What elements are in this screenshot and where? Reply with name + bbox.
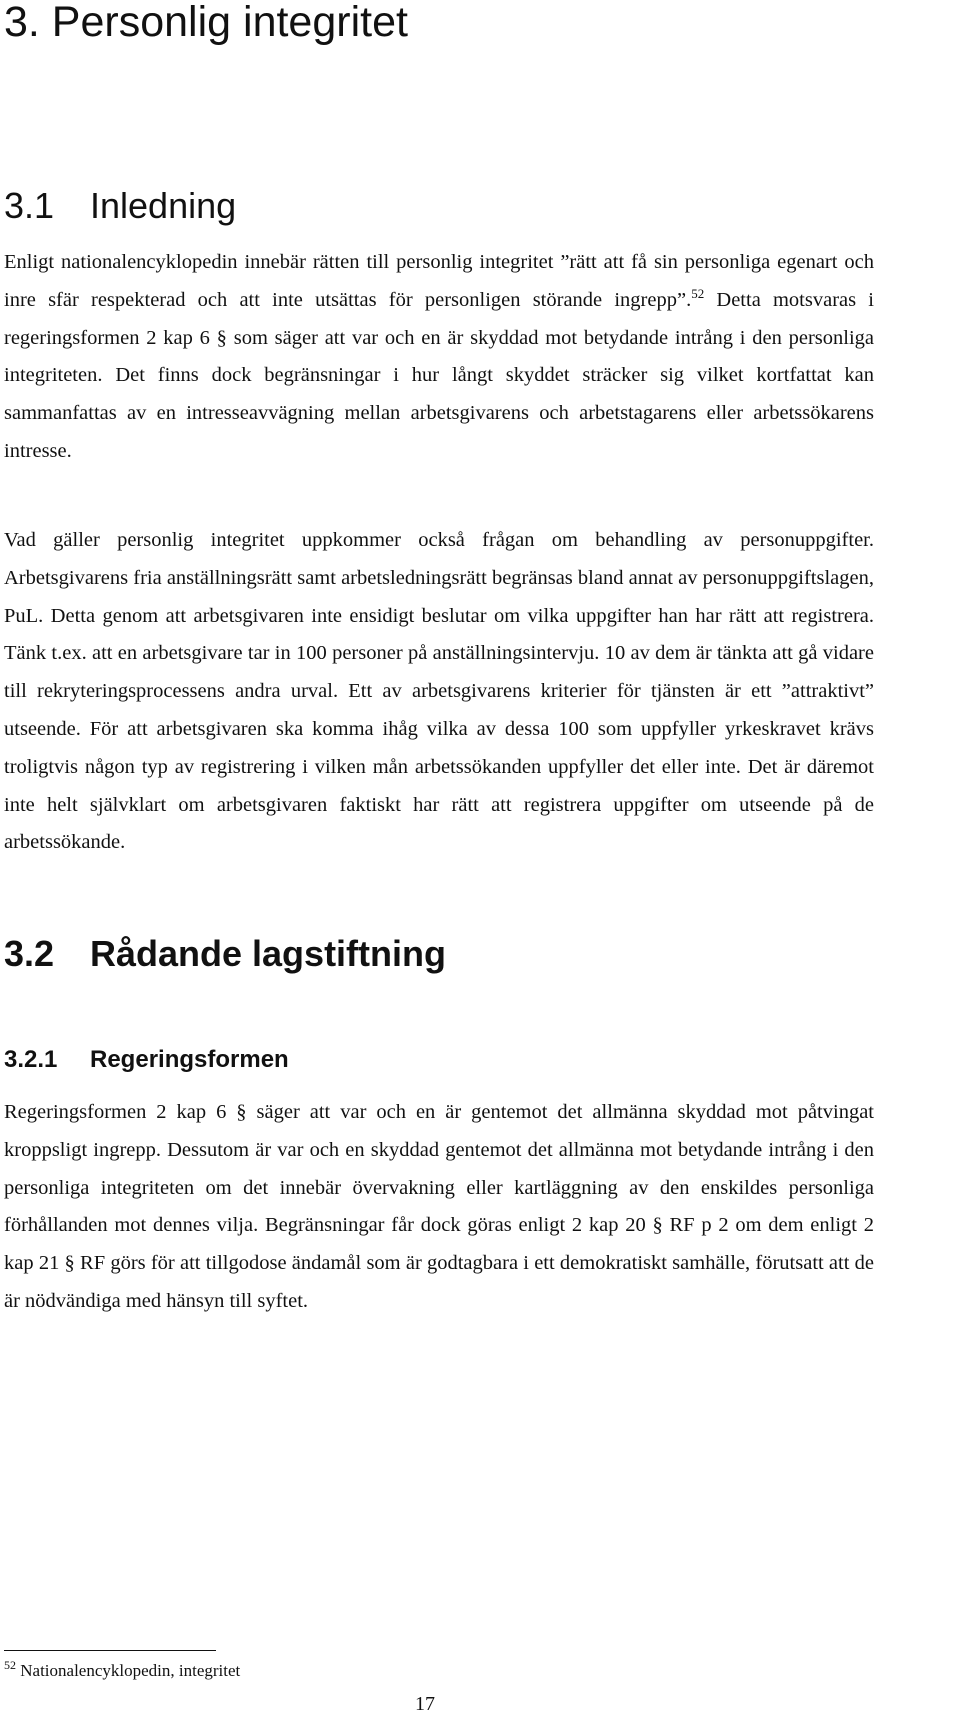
section-heading-inledning (4, 186, 236, 226)
footnote-text: Nationalencyklopedin, integritet (16, 1661, 241, 1680)
subsection-title: Regeringsformen (90, 1046, 289, 1073)
paragraph-intro (4, 244, 874, 471)
section-title: Rådande lagstiftning (90, 933, 447, 974)
paragraph-personuppgifter: Vad gäller personlig integritet uppkommer också frågan om behandling av personuppgifter. Arbetsgivarens fria anställningsrätt samt arbetsledningsrätt begränsas bland annat av personuppgiftslagen, PuL. Detta genom att arbetsgivaren inte ensidigt beslutar om vilka uppgifter han har rätt att registrera. Tänk t.ex. att en arbetsgivare tar in 100 personer på anställningsintervju. 10 av dem är tänkta att gå vidare till rekryteringsprocessens andra urval. Ett av arbetsgivarens kriterier för tjänsten är ett ”attraktivt” utseende. För att arbetsgivaren ska komma ihåg vilka av dessa 100 som uppfyller yrkeskravet krävs troligtvis någon typ av registrering i vilken mån arbetssökanden uppfyller det eller inte. Det är däremot inte helt självklart om arbetsgivaren faktiskt har rätt att registrera uppgifter om utseende på de arbetssökande. (4, 529, 874, 854)
subsection-heading-regeringsformen (4, 1046, 289, 1074)
paragraph-text: Enligt nationalencyklopedin innebär rätten till personlig integritet ”rätt att få sin personliga egenart och inre sfär respekterad och att inte utsättas för personligen störande ingrepp”. (4, 251, 874, 311)
footnote-divider (4, 1650, 216, 1651)
footnote-number: 52 (4, 1658, 16, 1672)
section-title: Inledning (90, 185, 237, 226)
paragraph-text: Detta motsvaras i regeringsformen 2 kap 6 § som säger att var och en är skyddad mot betydande intrång i den personliga integriteten. Det finns dock begränsningar i hur långt skyddet sträcker sig vilket kortfattat kan sammanfattas av en intresseavvägning mellan arbetsgivarens och arbetstagarens eller arbetssökarens intresse. (4, 288, 875, 462)
page-number: 17 (415, 1693, 435, 1715)
paragraph-regeringsformen: Regeringsformen 2 kap 6 § säger att var och en är gentemot det allmänna skyddad mot påtvingat kroppsligt ingrepp. Dessutom är var och en skyddad gentemot det allmänna mot betydande intrång i den personliga integriteten om det innebär övervakning eller kartläggning av den enskildes personliga förhållanden mot dennes vilja. Begränsningar får dock göras enligt 2 kap 20 § RF p 2 om dem enligt 2 kap 21 § RF görs för att tillgodose ändamål som är godtagbara i ett demokratiskt samhälle, förutsatt att de är nödvändiga med hänsyn till syftet. (4, 1101, 874, 1312)
section-number: 3.2 (4, 933, 55, 974)
section-heading-lagstiftning (4, 934, 446, 974)
footnote-reference[interactable]: 52 (691, 285, 705, 301)
subsection-number: 3.2.1 (4, 1046, 58, 1073)
section-number: 3.1 (4, 185, 55, 226)
footnote (4, 1660, 240, 1682)
chapter-heading: 3. Personlig integritet (4, 0, 408, 46)
